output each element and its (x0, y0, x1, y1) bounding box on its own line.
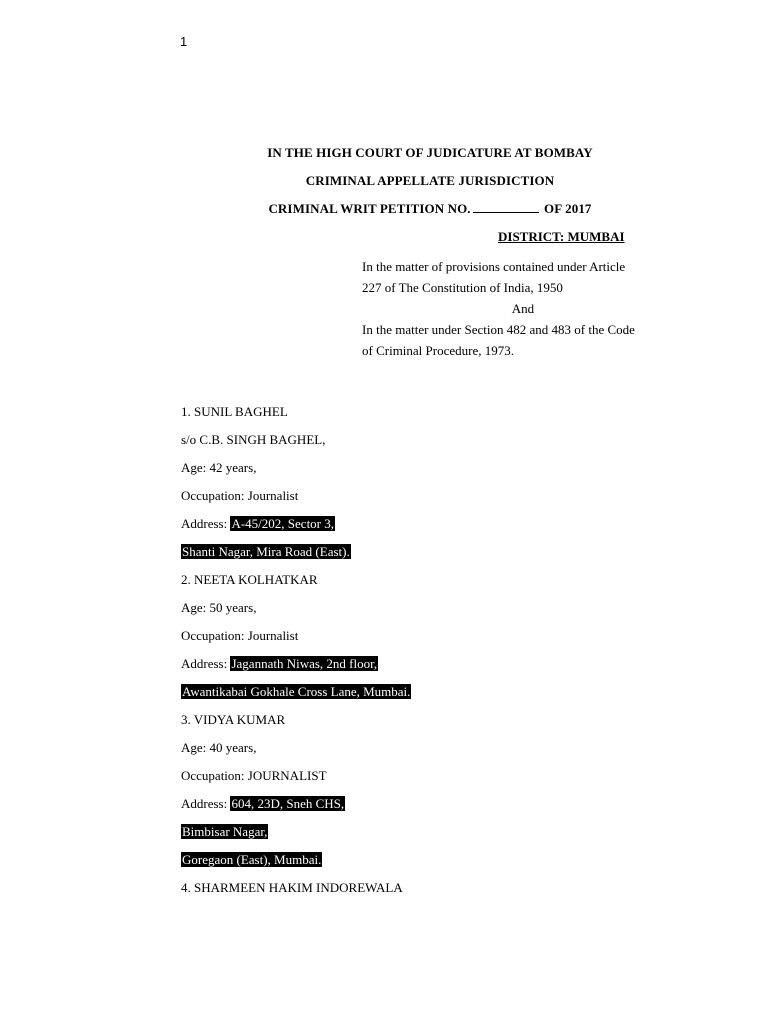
redacted-address: A-45/202, Sector 3, (231, 516, 335, 531)
redacted-address: Goregaon (East), Mumbai. (182, 852, 322, 867)
redacted-address: Bimbisar Nagar, (182, 824, 268, 839)
party-address-continued (181, 542, 411, 570)
petition-number-blank (473, 201, 539, 213)
party-address-continued (181, 822, 411, 850)
party-occupation: Occupation: Journalist (181, 628, 299, 643)
address-label: Address: (181, 656, 231, 671)
petition-prefix: CRIMINAL WRIT PETITION NO. (268, 201, 471, 216)
party-address (181, 654, 411, 682)
address-label: Address: (181, 796, 231, 811)
party-occupation: Occupation: Journalist (181, 488, 299, 503)
matter-block (362, 256, 684, 361)
petition-heading (0, 201, 770, 217)
party-age: Age: 42 years, (181, 460, 257, 475)
matter-and: And (511, 301, 535, 316)
redacted-address: 604, 23D, Sneh CHS, (231, 796, 345, 811)
page-number: 1 (180, 34, 188, 49)
party-address (181, 794, 411, 822)
party-age: Age: 50 years, (181, 600, 257, 615)
party-address-continued (181, 850, 411, 878)
party-relation: s/o C.B. SINGH BAGHEL, (181, 432, 326, 447)
party-occupation: Occupation: JOURNALIST (181, 768, 327, 783)
petition-year: OF 2017 (544, 201, 592, 216)
parties-list (181, 402, 411, 906)
court-heading: IN THE HIGH COURT OF JUDICATURE AT BOMBAY (267, 145, 593, 160)
redacted-address: Awantikabai Gokhale Cross Lane, Mumbai. (182, 684, 411, 699)
jurisdiction-heading: CRIMINAL APPELLATE JURISDICTION (305, 173, 555, 188)
party-name: 1. SUNIL BAGHEL (181, 404, 288, 419)
party-name: 2. NEETA KOLHATKAR (181, 572, 318, 587)
matter-line: of Criminal Procedure, 1973. (362, 343, 514, 358)
address-label: Address: (181, 516, 231, 531)
party-name: 3. VIDYA KUMAR (181, 712, 286, 727)
matter-line: 227 of The Constitution of India, 1950 (362, 280, 563, 295)
party-address-continued (181, 682, 411, 710)
redacted-address: Jagannath Niwas, 2nd floor, (231, 656, 378, 671)
matter-line: In the matter under Section 482 and 483 of the Code (362, 322, 635, 337)
party-address (181, 514, 411, 542)
matter-line: In the matter of provisions contained under Article (362, 259, 626, 274)
party-age: Age: 40 years, (181, 740, 257, 755)
redacted-address: Shanti Nagar, Mira Road (East). (182, 544, 350, 559)
party-name: 4. SHARMEEN HAKIM INDOREWALA (181, 880, 403, 895)
district-heading: DISTRICT: MUMBAI (498, 229, 625, 244)
